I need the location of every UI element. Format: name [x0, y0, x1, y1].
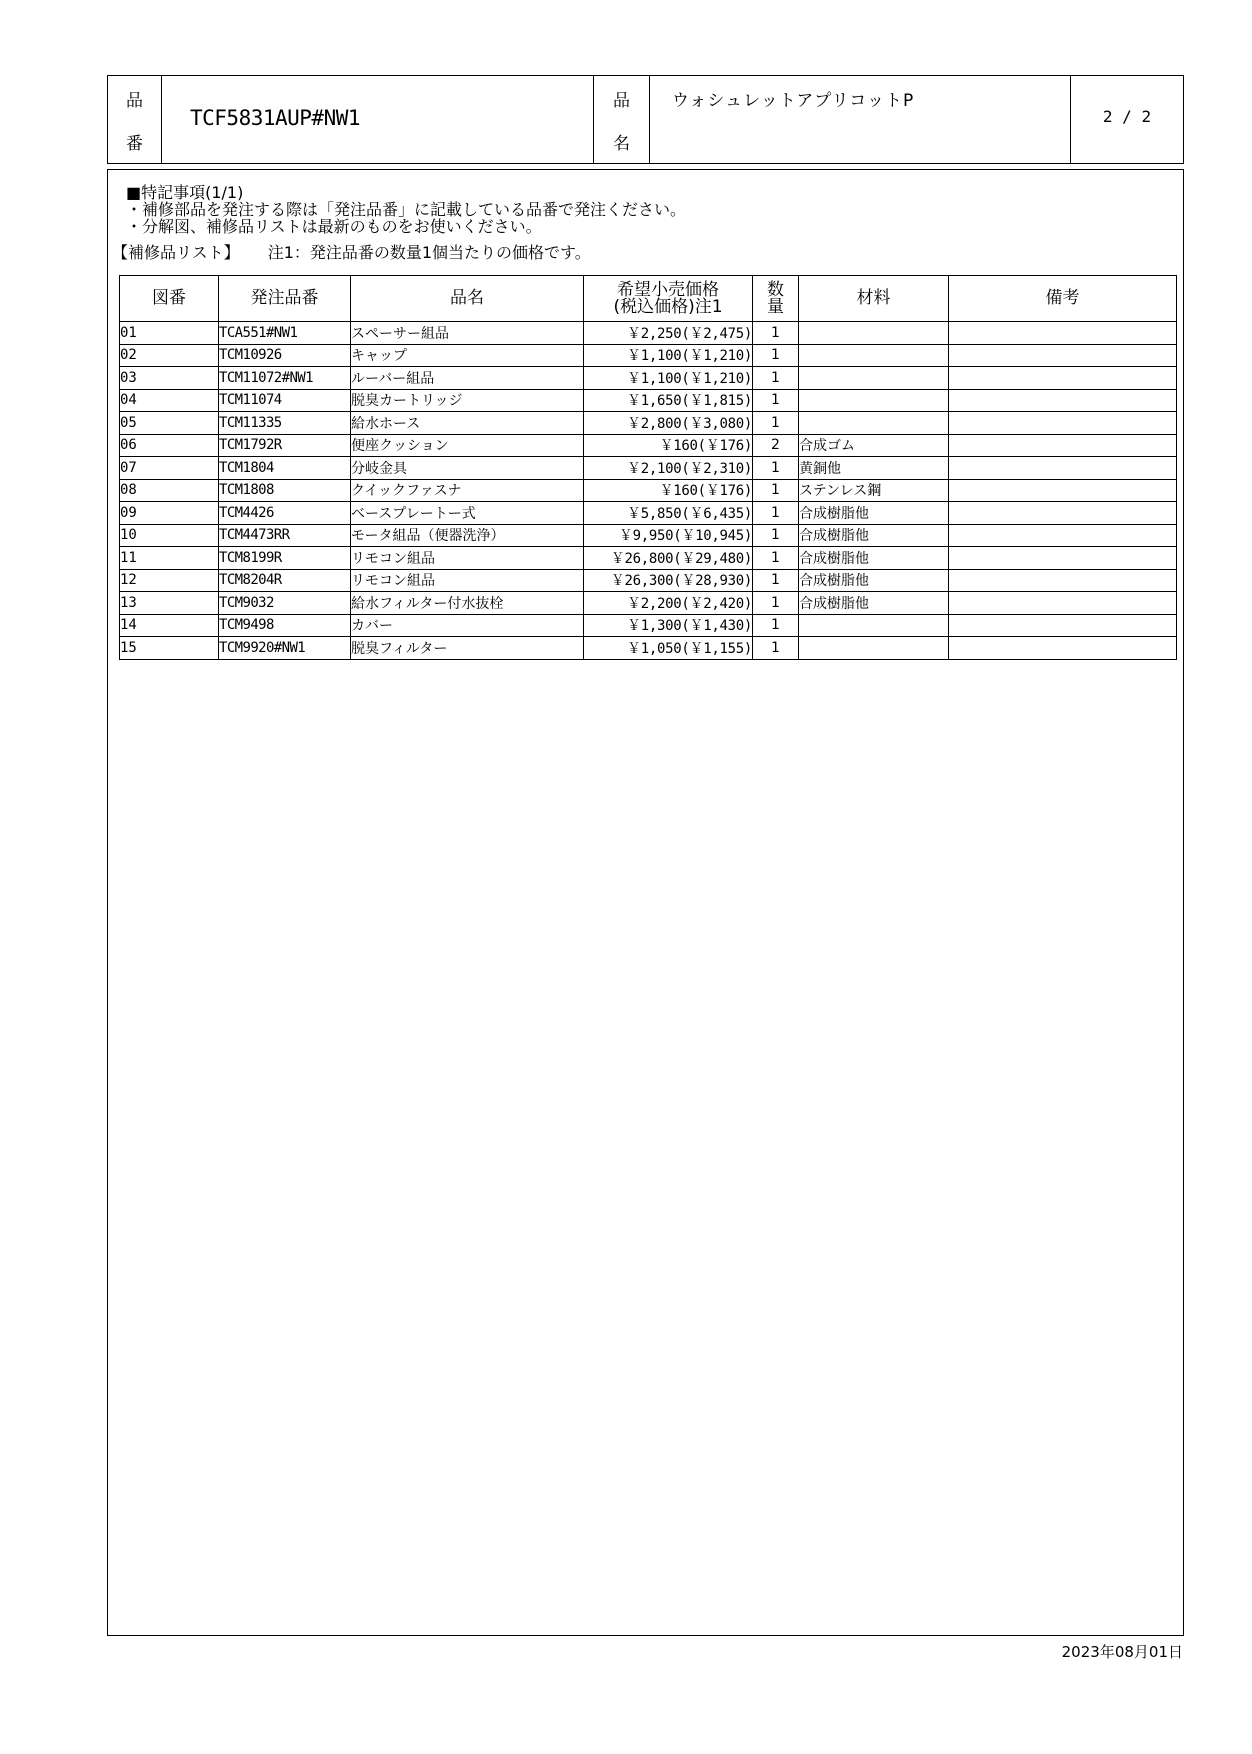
material-cell: [799, 367, 949, 390]
table-row: [120, 569, 1177, 592]
col-header-material: 材料: [799, 276, 949, 322]
material-cell: [799, 637, 949, 660]
order-no-cell: TCM10926: [219, 344, 351, 367]
part-name-cell: カバー: [351, 614, 584, 637]
qty-cell: 1: [753, 389, 799, 412]
part-no-label-bottom: 番: [126, 134, 143, 154]
fig-no-cell: 13: [120, 592, 219, 615]
qty-cell: 1: [753, 524, 799, 547]
price-cell: ￥26,800(￥29,480): [584, 547, 753, 570]
remarks-cell: [949, 389, 1177, 412]
order-no-cell: TCM9498: [219, 614, 351, 637]
table-row: [120, 592, 1177, 615]
fig-no-cell: 05: [120, 412, 219, 435]
order-no-cell: TCM8204R: [219, 569, 351, 592]
fig-no-cell: 06: [120, 434, 219, 457]
issue-date: 2023年08月01日: [1061, 1643, 1183, 1661]
fig-no-cell: 03: [120, 367, 219, 390]
table-row: [120, 524, 1177, 547]
part-no-label-cell: [108, 76, 162, 163]
fig-no-cell: 04: [120, 389, 219, 412]
remarks-cell: [949, 614, 1177, 637]
order-no-cell: TCM1792R: [219, 434, 351, 457]
part-no: TCF5831AUP#NW1: [190, 106, 361, 130]
fig-no-cell: 08: [120, 479, 219, 502]
material-cell: 合成樹脂他: [799, 592, 949, 615]
table-row: [120, 614, 1177, 637]
remarks-cell: [949, 367, 1177, 390]
part-name-cell: 給水ホース: [351, 412, 584, 435]
price-cell: ￥1,650(￥1,815): [584, 389, 753, 412]
order-no-cell: TCM11074: [219, 389, 351, 412]
part-name-cell: クイックファスナ: [351, 479, 584, 502]
material-cell: [799, 614, 949, 637]
page-number: 2 / 2: [1102, 107, 1152, 126]
col-header-remarks: 備考: [949, 276, 1177, 322]
remarks-cell: [949, 569, 1177, 592]
part-name-cell: 給水フィルター付水抜栓: [351, 592, 584, 615]
material-cell: [799, 412, 949, 435]
qty-cell: 1: [753, 479, 799, 502]
part-name-cell: キャップ: [351, 344, 584, 367]
col-header-qty-line2: 量: [767, 296, 784, 317]
part-name-cell: スペーサー組品: [351, 322, 584, 345]
order-no-cell: TCM1808: [219, 479, 351, 502]
part-name-cell: 便座クッション: [351, 434, 584, 457]
qty-cell: 1: [753, 344, 799, 367]
part-name-cell: 脱臭カートリッジ: [351, 389, 584, 412]
price-cell: ￥160(￥176): [584, 434, 753, 457]
table-row: [120, 457, 1177, 480]
col-header-qty-line1: 数: [767, 279, 784, 300]
remarks-cell: [949, 524, 1177, 547]
material-cell: 合成樹脂他: [799, 502, 949, 525]
material-cell: 合成ゴム: [799, 434, 949, 457]
material-cell: 合成樹脂他: [799, 524, 949, 547]
qty-cell: 2: [753, 434, 799, 457]
price-cell: ￥1,050(￥1,155): [584, 637, 753, 660]
qty-cell: 1: [753, 569, 799, 592]
order-no-cell: TCM4473RR: [219, 524, 351, 547]
main-box: [107, 169, 1184, 1636]
price-cell: ￥2,250(￥2,475): [584, 322, 753, 345]
col-header-order-no: 発注品番: [219, 276, 351, 322]
part-no-label-top: 品: [126, 91, 143, 111]
parts-table-body: [120, 322, 1177, 660]
table-row: [120, 412, 1177, 435]
order-no-cell: TCM8199R: [219, 547, 351, 570]
notes-line-2: ・分解図、補修品リストは最新のものをお使いください。: [126, 217, 542, 236]
material-cell: ステンレス鋼: [799, 479, 949, 502]
material-cell: [799, 322, 949, 345]
table-row: [120, 389, 1177, 412]
qty-cell: 1: [753, 614, 799, 637]
table-row: [120, 434, 1177, 457]
part-name-cell: モータ組品（便器洗浄）: [351, 524, 584, 547]
price-cell: ￥160(￥176): [584, 479, 753, 502]
fig-no-cell: 01: [120, 322, 219, 345]
page-cell: [1071, 76, 1183, 163]
table-row: [120, 367, 1177, 390]
parts-list-heading: [112, 240, 591, 263]
remarks-cell: [949, 322, 1177, 345]
table-row: [120, 344, 1177, 367]
fig-no-cell: 07: [120, 457, 219, 480]
qty-cell: 1: [753, 412, 799, 435]
qty-cell: 1: [753, 547, 799, 570]
notes-title: ■特記事項(1/1): [126, 183, 244, 202]
remarks-cell: [949, 344, 1177, 367]
fig-no-cell: 02: [120, 344, 219, 367]
part-name-cell: 分岐金具: [351, 457, 584, 480]
name-label-bottom: 名: [613, 134, 630, 154]
remarks-cell: [949, 479, 1177, 502]
price-cell: ￥1,300(￥1,430): [584, 614, 753, 637]
remarks-cell: [949, 502, 1177, 525]
remarks-cell: [949, 592, 1177, 615]
order-no-cell: TCM1804: [219, 457, 351, 480]
fig-no-cell: 12: [120, 569, 219, 592]
parts-list-note: 注1：発注品番の数量1個当たりの価格です。: [267, 243, 591, 262]
col-header-price-line1: 希望小売価格: [617, 279, 719, 300]
part-name-cell: ルーバー組品: [351, 367, 584, 390]
fig-no-cell: 14: [120, 614, 219, 637]
table-row: [120, 322, 1177, 345]
table-row: [120, 479, 1177, 502]
material-cell: [799, 389, 949, 412]
remarks-cell: [949, 637, 1177, 660]
col-header-fig-no: 図番: [120, 276, 219, 322]
col-header-price-line2: (税込価格)注1: [613, 296, 723, 317]
qty-cell: 1: [753, 502, 799, 525]
header-box: [107, 75, 1184, 164]
parts-table: [119, 275, 1177, 660]
part-name-cell: 脱臭フィルター: [351, 637, 584, 660]
col-header-qty: [753, 276, 799, 322]
material-cell: 黄銅他: [799, 457, 949, 480]
name-label-cell: [594, 76, 650, 163]
part-name-cell: ベースプレートー式: [351, 502, 584, 525]
col-header-name: 品名: [351, 276, 584, 322]
order-no-cell: TCM11335: [219, 412, 351, 435]
part-name-cell: リモコン組品: [351, 547, 584, 570]
price-cell: ￥2,200(￥2,420): [584, 592, 753, 615]
fig-no-cell: 15: [120, 637, 219, 660]
col-header-price: [584, 276, 753, 322]
remarks-cell: [949, 434, 1177, 457]
qty-cell: 1: [753, 457, 799, 480]
price-cell: ￥5,850(￥6,435): [584, 502, 753, 525]
order-no-cell: TCM9032: [219, 592, 351, 615]
price-cell: ￥9,950(￥10,945): [584, 524, 753, 547]
order-no-cell: TCA551#NW1: [219, 322, 351, 345]
remarks-cell: [949, 457, 1177, 480]
table-row: [120, 637, 1177, 660]
order-no-cell: TCM11072#NW1: [219, 367, 351, 390]
qty-cell: 1: [753, 637, 799, 660]
fig-no-cell: 11: [120, 547, 219, 570]
price-cell: ￥1,100(￥1,210): [584, 367, 753, 390]
price-cell: ￥2,800(￥3,080): [584, 412, 753, 435]
remarks-cell: [949, 412, 1177, 435]
order-no-cell: TCM4426: [219, 502, 351, 525]
price-cell: ￥1,100(￥1,210): [584, 344, 753, 367]
product-name: ウォシュレットアプリコットP: [672, 91, 915, 111]
parts-list-title: 【補修品リスト】: [112, 243, 240, 262]
special-notes: [126, 184, 686, 235]
material-cell: [799, 344, 949, 367]
part-no-cell: [162, 76, 594, 163]
name-label-top: 品: [613, 91, 630, 111]
part-name-cell: リモコン組品: [351, 569, 584, 592]
qty-cell: 1: [753, 367, 799, 390]
qty-cell: 1: [753, 322, 799, 345]
material-cell: 合成樹脂他: [799, 569, 949, 592]
price-cell: ￥26,300(￥28,930): [584, 569, 753, 592]
table-row: [120, 547, 1177, 570]
material-cell: 合成樹脂他: [799, 547, 949, 570]
table-header-row: [120, 276, 1177, 322]
notes-line-1: ・補修部品を発注する際は「発注品番」に記載している品番で発注ください。: [126, 200, 687, 219]
product-name-cell: [650, 76, 1071, 163]
fig-no-cell: 10: [120, 524, 219, 547]
table-row: [120, 502, 1177, 525]
qty-cell: 1: [753, 592, 799, 615]
price-cell: ￥2,100(￥2,310): [584, 457, 753, 480]
fig-no-cell: 09: [120, 502, 219, 525]
order-no-cell: TCM9920#NW1: [219, 637, 351, 660]
remarks-cell: [949, 547, 1177, 570]
